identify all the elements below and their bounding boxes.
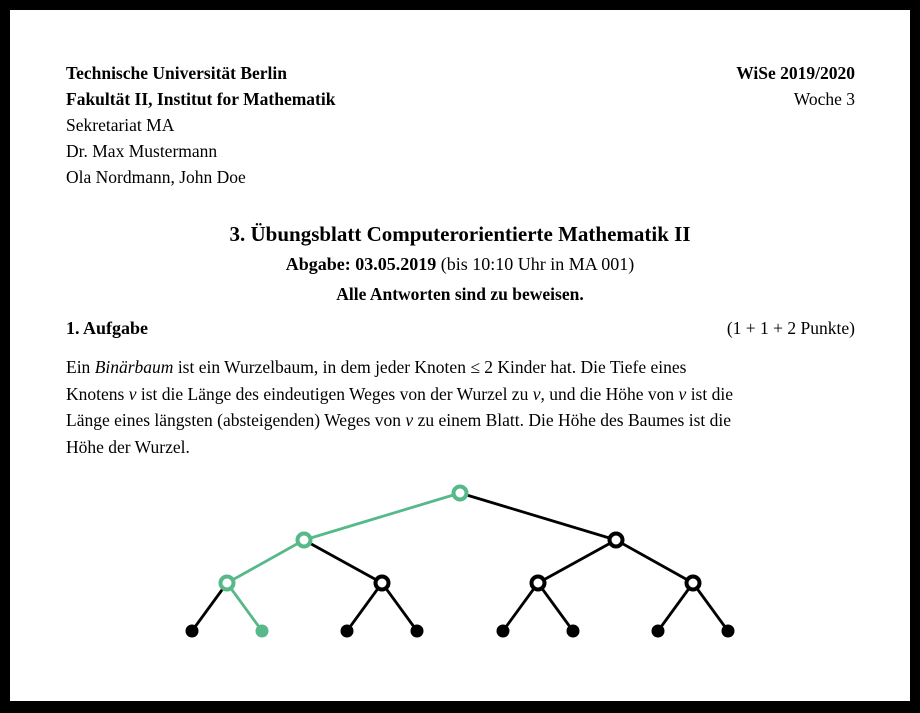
tree-edge [227, 583, 262, 631]
tree-edge [227, 540, 304, 583]
tree-inner-node [221, 577, 234, 590]
proof-notice: Alle Antworten sind zu beweisen. [336, 284, 584, 304]
tree-edge [616, 540, 693, 583]
task-points: (1 + 1 + 2 Punkte) [726, 318, 855, 338]
tree-inner-node [454, 487, 467, 500]
tree-edge [658, 583, 693, 631]
tree-edge [538, 583, 573, 631]
header-left-line: Technische Universität Berlin [66, 63, 288, 83]
tree-edge [538, 540, 616, 583]
header-left-line: Dr. Max Mustermann [66, 141, 218, 161]
tree-leaf-node [652, 625, 665, 638]
paragraph-line: Knotens v ist die Länge des eindeutigen Weges von der Wurzel zu v, und die Höhe von v ist die [66, 383, 733, 404]
tree-edge [382, 583, 417, 631]
tree-edge [192, 583, 227, 631]
sheet-title: 3. Übungsblatt Computerorientierte Mathematik II [229, 222, 691, 246]
header-right-line: WiSe 2019/2020 [736, 63, 855, 83]
tree-inner-node [532, 577, 545, 590]
tree-edge [693, 583, 728, 631]
tree-edge [503, 583, 538, 631]
tree-leaf-node [256, 625, 269, 638]
tree-leaf-node [186, 625, 199, 638]
header-right-line: Woche 3 [793, 89, 855, 109]
paragraph-line: Ein Binärbaum ist ein Wurzelbaum, in dem jeder Knoten ≤ 2 Kinder hat. Die Tiefe eines [66, 357, 687, 377]
paragraph-line: Länge eines längsten (absteigenden) Weges von v zu einem Blatt. Die Höhe des Baumes ist die [66, 410, 732, 430]
deadline-date: Abgabe: 03.05.2019 [285, 254, 437, 274]
tree-edge [304, 493, 460, 540]
tree-leaf-node [341, 625, 354, 638]
tree-leaf-node [722, 625, 735, 638]
tree-inner-node [687, 577, 700, 590]
tree-inner-node [376, 577, 389, 590]
tree-leaf-node [567, 625, 580, 638]
task-label: 1. Aufgabe [66, 318, 149, 338]
tree-leaf-node [411, 625, 424, 638]
deadline-details: (bis 10:10 Uhr in MA 001) [436, 254, 635, 274]
paragraph-line: Höhe der Wurzel. [66, 436, 190, 457]
tree-leaf-node [497, 625, 510, 638]
header-left-line: Fakultät II, Institut for Mathematik [66, 89, 336, 109]
tree-edge [460, 493, 616, 540]
header-left-line: Sekretariat MA [66, 115, 175, 135]
binary-tree-figure [10, 10, 910, 701]
tree-edge [304, 540, 382, 583]
header-left-line: Ola Nordmann, John Doe [66, 167, 246, 187]
tree-inner-node [298, 534, 311, 547]
tree-inner-node [610, 534, 623, 547]
tree-edge [347, 583, 382, 631]
